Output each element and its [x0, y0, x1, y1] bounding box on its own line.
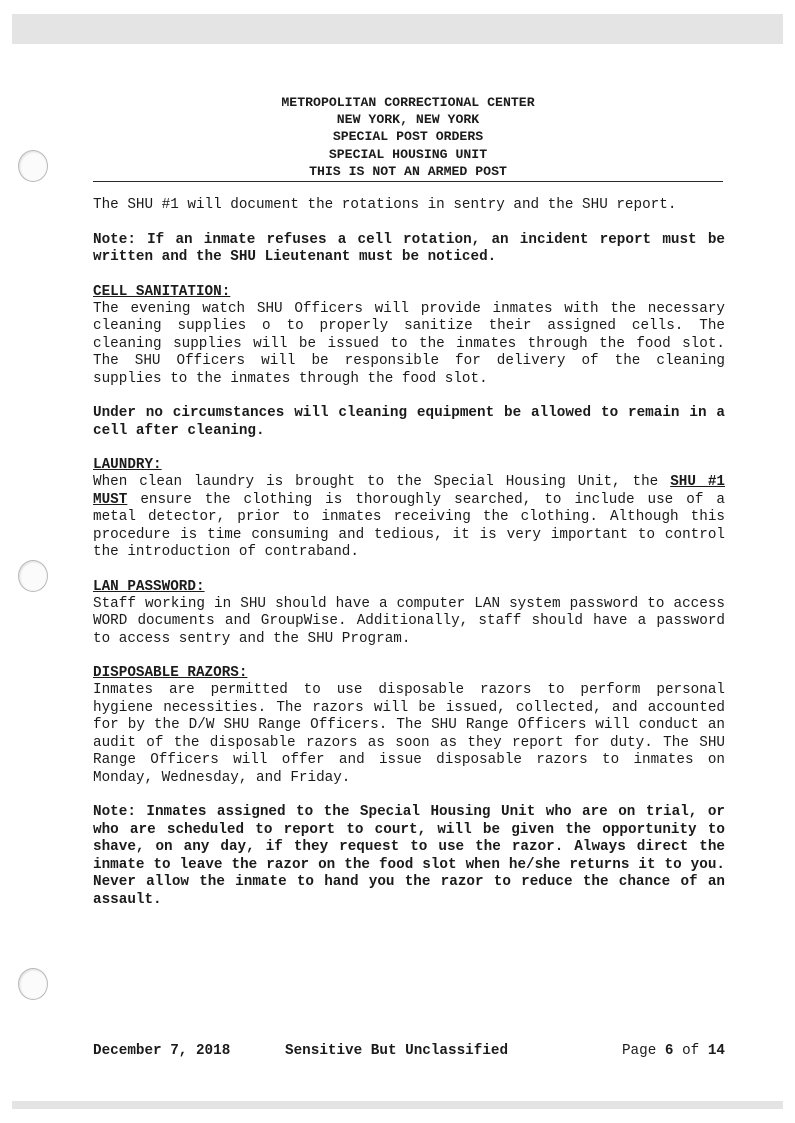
disposable-razors-note: Note: Inmates assigned to the Special Housing Unit who are on trial, or who are scheduled to report to court, will be given the opportunity to shave, on any day, if they request to use the razor. Always direct the inmate to leave the razor on the food slot when he/she returns it to you. Never allow the inmate to hand you the razor to reduce the chance of an assault.	[93, 804, 725, 908]
laundry-body-start: When clean laundry is brought to the Special Housing Unit, the	[93, 474, 671, 491]
disposable-razors-body: Inmates are permitted to use disposable razors to perform personal hygiene necessities. The razors will be issued, collected, and accounted for by the D/W SHU Range Officers. The SHU Range Officers will conduct an audit of the disposable razors as soon as they report for duty. The SHU Range Officers will offer and issue disposable razors to inmates on Monday, Wednesday, and Friday.	[93, 682, 725, 786]
header-document-type: SPECIAL POST ORDERS	[332, 129, 484, 145]
laundry-emphasis: SHU #1 MUST	[93, 474, 725, 508]
binder-hole-bottom	[18, 968, 48, 1000]
laundry-title: LAUNDRY:	[93, 457, 162, 474]
page-current: 6	[664, 1043, 674, 1059]
disposable-razors-title: DISPOSABLE RAZORS:	[93, 665, 248, 682]
cell-sanitation-section	[93, 284, 725, 441]
binder-hole-middle	[18, 560, 48, 592]
document-page	[93, 94, 725, 926]
page-total: 14	[707, 1043, 725, 1059]
header-institution: METROPOLITAN CORRECTIONAL CENTER	[281, 95, 535, 110]
lan-password-body: Staff working in SHU should have a computer LAN system password to access WORD documents and GroupWise. Additionally, staff should have a password to access sentry and the SHU Program.	[93, 595, 725, 647]
document-header	[93, 94, 723, 182]
laundry-body-end: ensure the clothing is thoroughly searched, to include use of a metal detector, prior to inmates receiving the clothing. Although this procedure is time consuming and tedious, it is very important to control the introduction of contraband.	[93, 491, 725, 561]
disposable-razors-section	[93, 665, 725, 909]
laundry-section	[93, 457, 725, 562]
footer-page-number	[622, 1043, 725, 1059]
scan-bottom-edge	[12, 1101, 783, 1109]
cell-sanitation-body: The evening watch SHU Officers will provide inmates with the necessary cleaning supplies o to properly sanitize their assigned cells. The cleaning supplies will be issued to the inmates through the food slot. The SHU Officers will be responsible for delivery of the cleaning supplies to the inmates through the food slot.	[93, 300, 725, 387]
laundry-body	[93, 474, 725, 562]
rotation-note: Note: If an inmate refuses a cell rotation, an incident report must be written and the SHU Lieutenant must be noticed.	[93, 231, 725, 266]
header-unit: SPECIAL HOUSING UNIT	[328, 146, 488, 162]
header-location: NEW YORK, NEW YORK	[336, 112, 480, 128]
cell-sanitation-warning: Under no circumstances will cleaning equipment be allowed to remain in a cell after cleaning.	[93, 405, 725, 439]
cell-sanitation-title: CELL SANITATION:	[93, 283, 231, 300]
binder-hole-top	[18, 150, 48, 182]
intro-text: The SHU #1 will document the rotations in sentry and the SHU report.	[93, 197, 677, 214]
lan-password-title: LAN PASSWORD:	[93, 578, 205, 595]
footer-date: December 7, 2018	[93, 1043, 231, 1059]
lan-password-section	[93, 579, 725, 649]
footer-classification: Sensitive But Unclassified	[285, 1043, 509, 1059]
header-post-status: THIS IS NOT AN ARMED POST	[309, 163, 507, 179]
scan-top-edge	[12, 14, 783, 44]
page-label: Page	[621, 1043, 657, 1059]
page-of: of	[682, 1043, 700, 1059]
